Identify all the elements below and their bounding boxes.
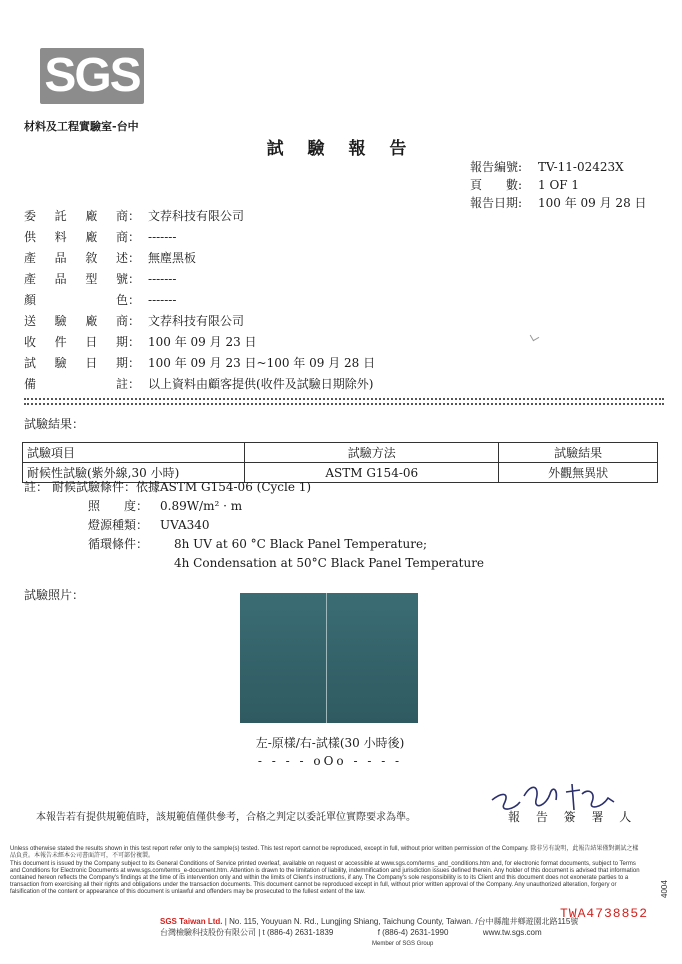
- lamp-label: 燈源種類：: [88, 518, 149, 532]
- cycle-line-2: 4h Condensation at 50°C Black Panel Temperature: [174, 556, 485, 570]
- meta-row-date: [470, 194, 647, 212]
- sgs-logo: SGS: [40, 48, 144, 104]
- conditions-label: 耐候試驗條件：: [52, 480, 137, 494]
- lab-name: 材料及工程實驗室-台中: [24, 120, 139, 133]
- photo-caption: 左-原樣/右-試樣(30 小時後): [255, 736, 405, 750]
- sample-photo: [240, 593, 418, 723]
- irradiance-label: 照 度：: [88, 499, 149, 513]
- photo-label: 試驗照片：: [24, 588, 85, 602]
- meta-label: 報告編號:: [470, 160, 523, 174]
- field-colon: ：: [128, 230, 141, 244]
- tel-number: t (886-4) 2631-1839: [262, 928, 334, 937]
- field-colon: ：: [128, 314, 141, 328]
- table-header-row: [23, 443, 658, 463]
- divider: [24, 398, 664, 400]
- meta-value: 100 年 09 月 28 日: [538, 196, 647, 210]
- field-label: 產 品 敘 述: [24, 251, 128, 265]
- fax-number: f (886-4) 2631-1990: [377, 928, 449, 937]
- field-row: [24, 269, 375, 290]
- results-table: [22, 442, 658, 483]
- fine-print-paragraph: Unless otherwise stated the results shown in this test report refer only to the sample(s) tested. This test report cannot be reproduced, except in full, without prior written permission of the Company. 除非另有說明，此報告結果僅對測試之樣品負責。本報告未經本公司書面許可，不可部份複製。: [10, 846, 639, 859]
- report-fields: [24, 206, 375, 395]
- field-value: 100 年 09 月 23 日: [148, 335, 257, 349]
- field-colon: ：: [128, 251, 141, 265]
- member-note: Member of SGS Group: [372, 941, 434, 947]
- field-label: 供 料 廠 商: [24, 230, 128, 244]
- cycle-label: 循環條件：: [88, 537, 149, 551]
- field-colon: ：: [128, 272, 141, 286]
- field-label: 產 品 型 號: [24, 272, 128, 286]
- field-row: [24, 227, 375, 248]
- company-name-en: SGS Taiwan Ltd.: [160, 917, 223, 926]
- company-name-zh: 台灣檢驗科技股份有限公司: [160, 928, 256, 937]
- report-meta: [470, 158, 647, 212]
- meta-label: 頁 數:: [470, 178, 523, 192]
- serial-number: TWA4738852: [560, 906, 649, 921]
- field-label: 委 託 廠 商: [24, 209, 128, 223]
- table-cell: ASTM G154-06: [245, 463, 499, 483]
- disclaimer-note: 本報告若有提供規範值時，該規範值僅供參考，合格之判定以委託單位實際要求為準。: [36, 812, 416, 823]
- conditions-value: 依據ASTM G154-06 (Cycle 1): [136, 480, 312, 494]
- table-cell: 耐候性試驗(紫外線,30 小時): [23, 463, 245, 483]
- meta-row-number: [470, 158, 647, 176]
- meta-value: TV-11-02423X: [538, 160, 624, 174]
- field-row: [24, 206, 375, 227]
- note-prefix: 註：: [24, 480, 49, 494]
- field-value: 文荐科技有限公司: [148, 314, 245, 328]
- test-conditions-note: [24, 478, 484, 573]
- field-label: 顏 色: [24, 293, 128, 307]
- field-colon: ：: [128, 335, 141, 349]
- field-value: 無塵黑板: [148, 251, 197, 265]
- lamp-value: UVA340: [160, 518, 210, 532]
- cycle-line-1: 8h UV at 60 °C Black Panel Temperature;: [174, 537, 428, 551]
- side-number: 4004: [660, 880, 669, 898]
- fine-print-paragraph: This document is issued by the Company subject to its General Conditions of Service printed overleaf, available on request or accessible at www.sgs.com/terms_and_conditions.htm and, for electronic format documents, subject to Terms and Conditions for Electronic Documents at www.sgs.com/terms_e-document.htm. Attention is drawn to the limitation of liability, indemnification and jurisdiction issues defined therein. Any holder of this document is advised that information contained hereon reflects the Company's findings at the time of its intervention only and within the limits of Client's instructions, if any. The Company's sole responsibility is to its Client and this document does not exonerate parties to a transaction from exercising all their rights and obligations under the transaction documents. This document cannot be reproduced except in full, without prior written approval of the Company. Any unauthorized alteration, forgery or falsification of the content or appearance of this document is unlawful and offenders may be prosecuted to the fullest extent of the law.: [10, 861, 640, 895]
- meta-label: 報告日期:: [470, 196, 523, 210]
- check-mark: [530, 332, 540, 342]
- divider: [24, 403, 664, 405]
- field-value: -------: [148, 293, 177, 307]
- field-colon: ：: [128, 293, 141, 307]
- fine-print: [10, 846, 640, 897]
- column-header: 試驗結果: [499, 443, 658, 463]
- end-mark: - - - - oOo - - - -: [257, 754, 403, 768]
- field-colon: ：: [128, 209, 141, 223]
- field-row: [24, 332, 375, 353]
- field-colon: ：: [128, 356, 141, 370]
- field-row: [24, 353, 375, 374]
- field-label: 備 註: [24, 377, 128, 391]
- address-en: No. 115, Youyuan N. Rd., Lungjing Shiang, Taichung County, Taiwan.: [229, 917, 474, 926]
- column-header: 試驗方法: [245, 443, 499, 463]
- field-value: 以上資料由顧客提供(收件及試驗日期除外): [148, 377, 374, 391]
- photo-seam: [326, 593, 327, 723]
- field-row: [24, 290, 375, 311]
- meta-row-pages: [470, 176, 647, 194]
- field-row: [24, 311, 375, 332]
- report-title: 試 驗 報 告: [266, 139, 416, 159]
- irradiance-value: 0.89W/m² · m: [160, 499, 243, 513]
- address-zh: /台中縣龍井鄉遊園北路115號: [475, 917, 579, 926]
- field-label: 送 驗 廠 商: [24, 314, 128, 328]
- field-label: 試 驗 日 期: [24, 356, 128, 370]
- signer-label: 報 告 簽 署 人: [508, 810, 638, 824]
- field-value: 100 年 09 月 23 日~100 年 09 月 28 日: [148, 356, 376, 370]
- meta-value: 1 OF 1: [538, 178, 580, 192]
- field-value: 文荐科技有限公司: [148, 209, 245, 223]
- column-header: 試驗項目: [23, 443, 245, 463]
- field-value: -------: [148, 230, 177, 244]
- website: www.tw.sgs.com: [482, 928, 542, 937]
- field-row: [24, 248, 375, 269]
- field-row: [24, 374, 375, 395]
- results-title: 試驗結果：: [24, 417, 85, 431]
- company-footer: SGS Taiwan Ltd. | No. 115, Youyuan N. Rd., Lungjing Shiang, Taichung County, Taiwan. /台中縣龍井鄉遊園北路115號 台灣檢驗科技股份有限公司 | t (886-4) 2631-1839 f (886-4) 2631-1990 www.tw.sgs.com: [160, 917, 579, 937]
- field-label: 收 件 日 期: [24, 335, 128, 349]
- table-cell: 外觀無異狀: [499, 463, 658, 483]
- field-value: -------: [148, 272, 177, 286]
- field-colon: ：: [128, 377, 141, 391]
